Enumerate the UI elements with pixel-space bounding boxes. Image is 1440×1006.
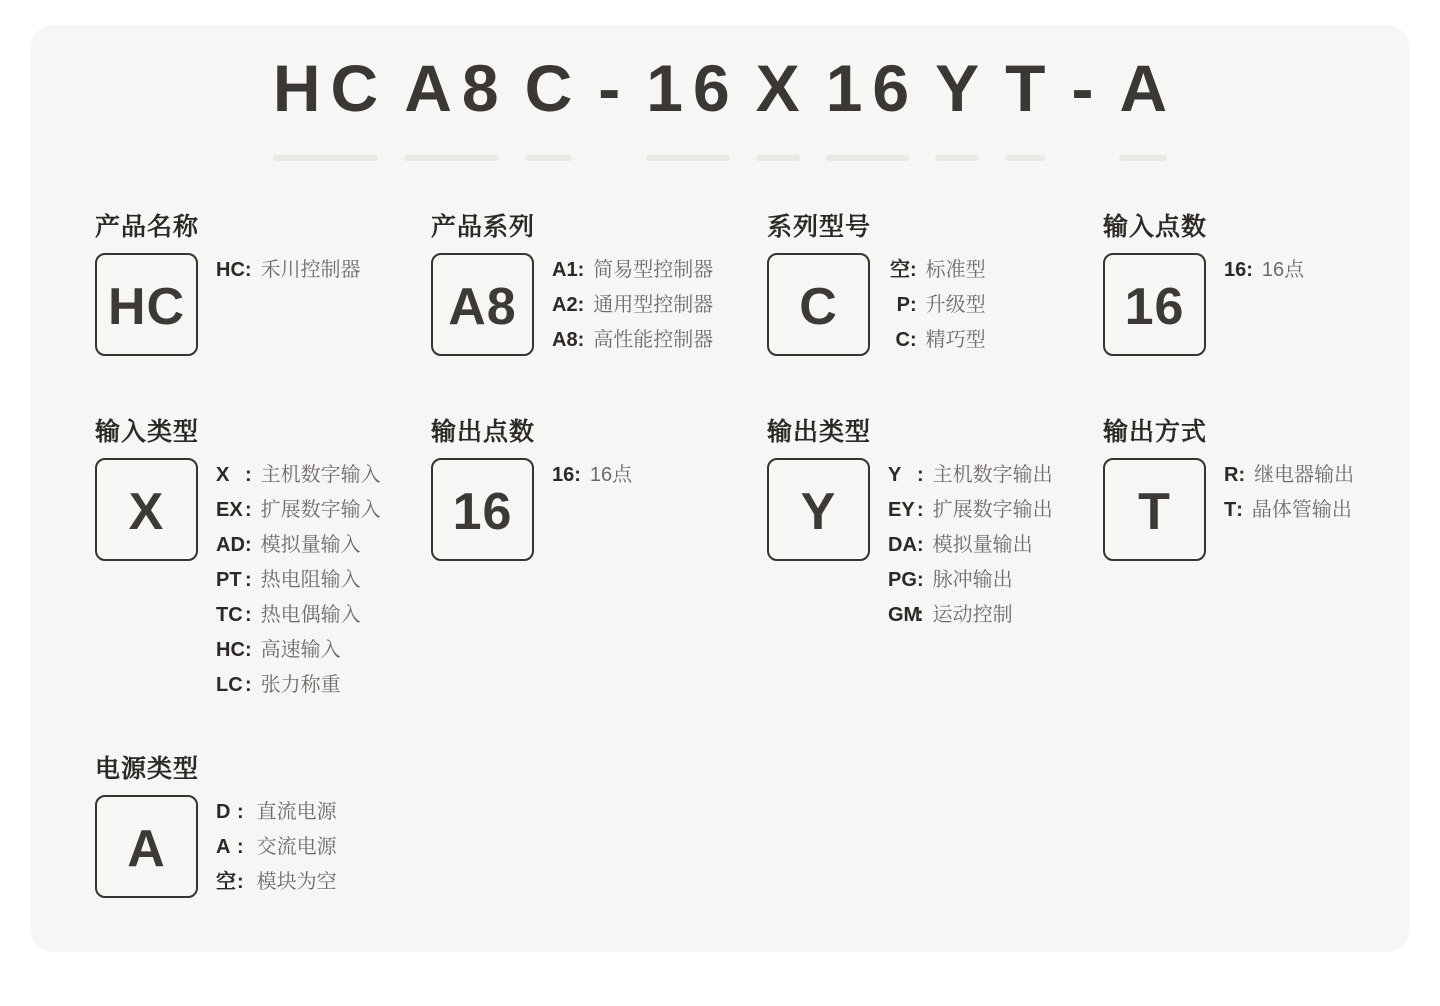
section-heading: 系列型号 — [767, 213, 872, 241]
item-desc: 张力称重 — [260, 674, 341, 696]
legend-items — [888, 253, 986, 358]
item-desc: 模块为空 — [256, 871, 337, 893]
item-code: LC : — [216, 668, 252, 703]
code-box: 16 — [1103, 253, 1206, 356]
item-code: 空 : — [888, 253, 917, 288]
item-desc: 继电器输出 — [1254, 464, 1355, 486]
title-segment-dash2 — [1067, 51, 1104, 125]
legend-item — [216, 865, 337, 900]
item-code: PG : — [888, 563, 924, 598]
code-box: 16 — [431, 458, 534, 561]
segment-underline — [1119, 155, 1167, 161]
title-segment-t — [1001, 51, 1056, 161]
item-desc: 模拟量输出 — [932, 534, 1033, 556]
legend-row-3 — [30, 755, 1410, 900]
section-heading: 输出类型 — [767, 418, 872, 446]
title-segment-dash — [594, 51, 631, 125]
item-code: A : — [216, 830, 244, 865]
legend-items — [216, 253, 361, 288]
legend-item — [216, 598, 381, 633]
item-code: DA : — [888, 528, 924, 563]
item-desc: 热电阻输入 — [260, 569, 361, 591]
model-number-card — [30, 25, 1410, 952]
title-segment-a8 — [400, 51, 509, 161]
title-segment-hc — [269, 51, 389, 161]
code-box: HC — [95, 253, 198, 356]
item-desc: 扩展数字输入 — [260, 499, 381, 521]
item-desc: 高速输入 — [260, 639, 341, 661]
legend-item — [552, 288, 713, 323]
legend-item — [216, 493, 381, 528]
legend-items — [1224, 458, 1354, 528]
legend-row-1 — [30, 213, 1410, 358]
legend-items — [552, 458, 632, 493]
segment-underline — [646, 155, 729, 161]
section-heading: 电源类型 — [95, 755, 200, 783]
title-segment-text: T — [1005, 51, 1056, 125]
item-code: A1 : — [552, 253, 584, 288]
title-segment-text: A — [1119, 51, 1178, 125]
item-desc: 通用型控制器 — [593, 294, 714, 316]
legend-item — [888, 253, 986, 288]
legend-items — [1224, 253, 1304, 288]
item-desc: 标准型 — [925, 259, 986, 281]
section-output-points — [431, 418, 767, 703]
title-segment-text: 16 — [646, 51, 740, 125]
item-code: 空 : — [216, 865, 244, 900]
legend-items — [216, 795, 337, 900]
segment-underline — [826, 155, 909, 161]
legend-item — [888, 563, 1053, 598]
code-box: A — [95, 795, 198, 898]
legend-item — [1224, 493, 1354, 528]
title-segment-y — [931, 51, 990, 161]
item-code: D : — [216, 795, 244, 830]
title-segment-text: C — [524, 51, 583, 125]
item-desc: 16点 — [1261, 259, 1305, 281]
code-box: Y — [767, 458, 870, 561]
item-desc: 交流电源 — [256, 836, 337, 858]
item-code: EX : — [216, 493, 252, 528]
section-input-type — [95, 418, 431, 703]
legend-row-2 — [30, 418, 1410, 703]
segment-underline — [525, 155, 573, 161]
item-code: 16 : — [552, 458, 581, 493]
item-desc: 脉冲输出 — [932, 569, 1013, 591]
section-series-model — [767, 213, 1103, 358]
item-desc: 精巧型 — [925, 329, 986, 351]
item-code: TC : — [216, 598, 252, 633]
item-code: EY : — [888, 493, 924, 528]
legend-item — [888, 288, 986, 323]
item-desc: 模拟量输入 — [260, 534, 361, 556]
legend-item — [216, 668, 381, 703]
legend-items — [552, 253, 713, 358]
item-code: T : — [1224, 493, 1243, 528]
title-segment-c — [521, 51, 583, 161]
segment-underline — [1005, 155, 1045, 161]
item-code: PT : — [216, 563, 252, 598]
section-output-method — [1103, 418, 1439, 703]
legend-item — [888, 528, 1053, 563]
section-product-name — [95, 213, 431, 358]
section-input-points — [1103, 213, 1439, 358]
item-code: X : — [216, 458, 252, 493]
code-box: A8 — [431, 253, 534, 356]
item-desc: 晶体管输出 — [1251, 499, 1352, 521]
item-desc: 高性能控制器 — [593, 329, 714, 351]
legend-item — [216, 458, 381, 493]
legend-item — [552, 323, 713, 358]
model-number-title — [30, 51, 1410, 161]
title-segment-16-input — [642, 51, 740, 161]
code-box: C — [767, 253, 870, 356]
item-desc: 热电偶输入 — [260, 604, 361, 626]
item-code: HC : — [216, 633, 252, 668]
item-code: R : — [1224, 458, 1245, 493]
item-desc: 直流电源 — [256, 801, 337, 823]
item-code: A2 : — [552, 288, 584, 323]
legend-item — [888, 493, 1053, 528]
code-box: T — [1103, 458, 1206, 561]
item-code: P : — [888, 288, 917, 323]
item-desc: 简易型控制器 — [593, 259, 714, 281]
item-code: C : — [888, 323, 917, 358]
code-box: X — [95, 458, 198, 561]
legend-item — [888, 458, 1053, 493]
item-code: GM : — [888, 598, 924, 633]
title-segment-text: A8 — [404, 51, 509, 125]
title-segment-text: 16 — [825, 51, 920, 125]
legend-item — [552, 253, 713, 288]
segment-underline — [935, 155, 979, 161]
legend-item — [216, 795, 337, 830]
title-segment-a — [1115, 51, 1178, 161]
section-heading: 输入点数 — [1103, 213, 1208, 241]
section-heading: 输出方式 — [1103, 418, 1208, 446]
legend-item — [1224, 458, 1354, 493]
legend-item — [888, 598, 1053, 633]
legend-items — [888, 458, 1053, 633]
title-segment-text: X — [755, 51, 810, 125]
item-code: 16 : — [1224, 253, 1253, 288]
section-heading: 输入类型 — [95, 418, 200, 446]
item-desc: 升级型 — [925, 294, 986, 316]
legend-item — [552, 458, 632, 493]
item-desc: 16点 — [589, 464, 633, 486]
section-product-series — [431, 213, 767, 358]
item-desc: 扩展数字输出 — [932, 499, 1053, 521]
section-output-type — [767, 418, 1103, 703]
legend-items — [216, 458, 381, 703]
legend-item — [216, 633, 381, 668]
segment-underline — [756, 155, 800, 161]
legend-item — [216, 253, 361, 288]
title-segment-text: HC — [272, 51, 389, 125]
section-heading: 产品系列 — [431, 213, 536, 241]
section-heading: 输出点数 — [431, 418, 536, 446]
title-segment-text: Y — [935, 51, 990, 125]
item-desc: 主机数字输出 — [932, 464, 1053, 486]
segment-underline — [273, 155, 378, 161]
item-desc: 主机数字输入 — [260, 464, 381, 486]
item-desc: 禾川控制器 — [260, 259, 361, 281]
segment-underline — [404, 155, 498, 161]
legend-item — [888, 323, 986, 358]
legend-item — [1224, 253, 1304, 288]
legend-item — [216, 563, 381, 598]
item-desc: 运动控制 — [932, 604, 1013, 626]
item-code: Y : — [888, 458, 924, 493]
legend-item — [216, 528, 381, 563]
title-segment-16-output — [822, 51, 920, 161]
title-segment-text: - — [1071, 51, 1104, 125]
title-segment-text: - — [598, 51, 631, 125]
title-segment-x — [752, 51, 810, 161]
item-code: HC : — [216, 253, 252, 288]
section-power-type — [95, 755, 431, 900]
item-code: A8 : — [552, 323, 584, 358]
section-heading: 产品名称 — [95, 213, 200, 241]
item-code: AD : — [216, 528, 252, 563]
legend-item — [216, 830, 337, 865]
